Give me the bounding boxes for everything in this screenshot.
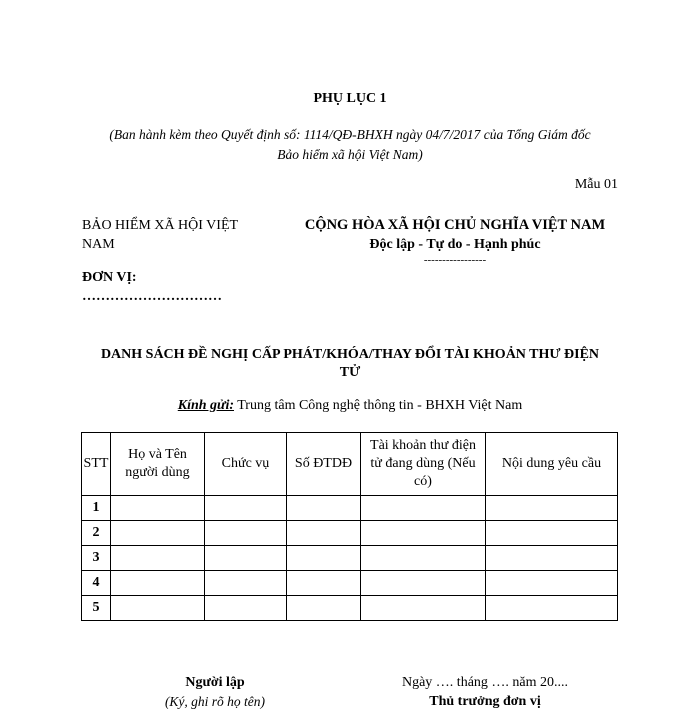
current-email-cell[interactable]	[361, 571, 486, 596]
phone-cell[interactable]	[287, 521, 361, 546]
recipient-line	[0, 398, 700, 414]
header-full-name: Họ và Tên người dùng	[111, 433, 205, 496]
stt-cell: 2	[82, 521, 111, 546]
position-cell[interactable]	[205, 546, 287, 571]
table-row	[82, 546, 618, 571]
request-content-cell[interactable]	[486, 496, 618, 521]
appendix-subtitle	[40, 125, 660, 165]
head-of-unit-label: Thủ trưởng đơn vị	[429, 694, 541, 709]
request-table	[81, 432, 618, 621]
stt-cell: 5	[82, 596, 111, 621]
appendix-subtitle-line1: (Ban hành kèm theo Quyết định số: 1114/QĐ-BHXH ngày 04/7/2017 của Tổng Giám đốc	[109, 127, 591, 142]
phone-cell[interactable]	[287, 596, 361, 621]
current-email-cell[interactable]	[361, 521, 486, 546]
current-email-cell[interactable]	[361, 596, 486, 621]
date-line: Ngày …. tháng …. năm 20....	[401, 675, 569, 690]
phone-cell[interactable]	[287, 496, 361, 521]
document-title-line2: TỬ	[339, 365, 361, 380]
phone-cell[interactable]	[287, 546, 361, 571]
national-heading	[290, 216, 620, 266]
full-name-cell[interactable]	[111, 571, 205, 596]
recipient-label: Kính gửi:	[177, 398, 234, 413]
motto-divider: -----------------	[423, 254, 487, 266]
preparer-label: Người lập	[185, 675, 245, 690]
unit-label: ĐƠN VỊ:	[82, 270, 137, 285]
full-name-cell[interactable]	[111, 496, 205, 521]
stt-cell: 4	[82, 571, 111, 596]
phone-cell[interactable]	[287, 571, 361, 596]
header-request-content: Nội dung yêu cầu	[486, 433, 618, 496]
header-phone: Số ĐTDĐ	[287, 433, 361, 496]
table-row	[82, 596, 618, 621]
agency-name-line2: NAM	[82, 237, 115, 252]
position-cell[interactable]	[205, 521, 287, 546]
header-position: Chức vụ	[205, 433, 287, 496]
agency-name-line1: BẢO HIỂM XÃ HỘI VIỆT	[82, 218, 239, 233]
nation-name: CỘNG HÒA XÃ HỘI CHỦ NGHĨA VIỆT NAM	[304, 217, 606, 233]
current-email-cell[interactable]	[361, 546, 486, 571]
position-cell[interactable]	[205, 596, 287, 621]
agency-name	[82, 216, 238, 254]
table-row	[82, 496, 618, 521]
position-cell[interactable]	[205, 571, 287, 596]
header-stt: STT	[82, 433, 111, 496]
table-row	[82, 571, 618, 596]
form-code: Mẫu 01	[574, 177, 618, 192]
table-row	[82, 521, 618, 546]
current-email-cell[interactable]	[361, 496, 486, 521]
stt-cell: 1	[82, 496, 111, 521]
stt-cell: 3	[82, 546, 111, 571]
full-name-cell[interactable]	[111, 521, 205, 546]
preparer-note: (Ký, ghi rõ họ tên)	[164, 694, 266, 709]
request-content-cell[interactable]	[486, 521, 618, 546]
unit-dots: …………………………	[82, 289, 222, 304]
header-current-email: Tài khoản thư điện tử đang dùng (Nếu có)	[361, 433, 486, 496]
document-title	[60, 346, 640, 382]
preparer-block	[120, 673, 310, 711]
request-content-cell[interactable]	[486, 596, 618, 621]
full-name-cell[interactable]	[111, 546, 205, 571]
request-content-cell[interactable]	[486, 571, 618, 596]
position-cell[interactable]	[205, 496, 287, 521]
document-title-line1: DANH SÁCH ĐỀ NGHỊ CẤP PHÁT/KHÓA/THAY ĐỔI TÀI KHOẢN THƯ ĐIỆN	[100, 347, 600, 362]
recipient-name: Trung tâm Công nghệ thông tin - BHXH Việt Nam	[237, 398, 523, 413]
appendix-title: PHỤ LỤC 1	[313, 91, 387, 106]
full-name-cell[interactable]	[111, 596, 205, 621]
approver-block	[370, 673, 600, 711]
motto: Độc lập - Tự do - Hạnh phúc	[369, 237, 541, 252]
appendix-subtitle-line2: Bảo hiểm xã hội Việt Nam)	[277, 147, 423, 162]
table-header-row	[82, 433, 618, 496]
request-content-cell[interactable]	[486, 546, 618, 571]
